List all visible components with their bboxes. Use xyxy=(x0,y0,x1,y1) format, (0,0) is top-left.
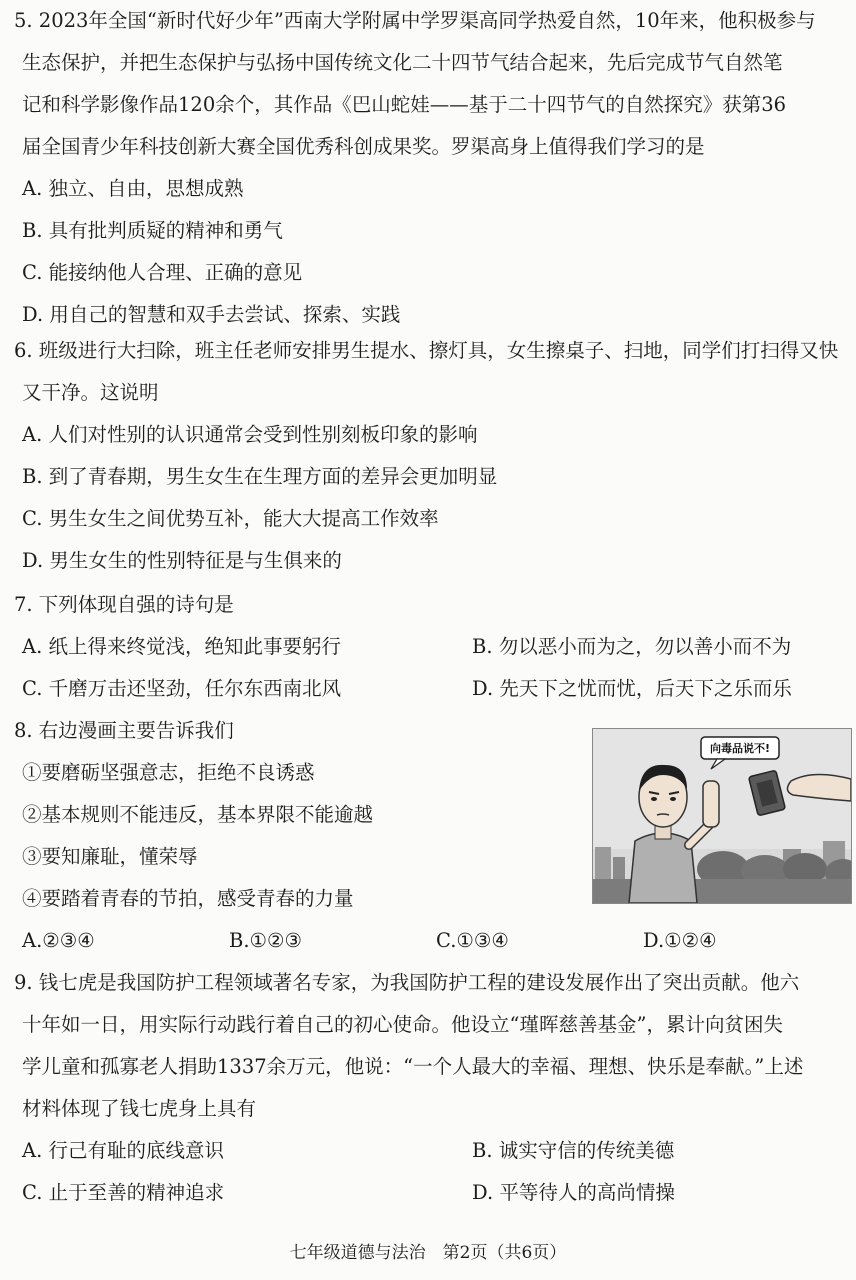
q8-option-b: B.①②③ xyxy=(229,929,302,952)
cartoon-speech-bubble-text: 向毒品说不! xyxy=(709,742,771,755)
q8-statement-4: ④要踏着青春的节拍，感受青春的力量 xyxy=(22,887,354,910)
page-footer: 七年级道德与法治 第2页（共6页） xyxy=(289,1243,567,1263)
q8-statement-3: ③要知廉耻，懂荣辱 xyxy=(22,845,198,868)
q9-stem-line-3: 学儿童和孤寡老人捐助1337余万元，他说：“一个人最大的幸福、理想、快乐是奉献。”上述 xyxy=(22,1055,804,1078)
question-7 xyxy=(14,584,850,710)
q8-option-d: D.①②④ xyxy=(643,929,717,952)
q9-option-row-1 xyxy=(14,1130,850,1172)
q5-stem-line-4: 届全国青少年科技创新大赛全国优秀科创成果奖。罗渠高身上值得我们学习的是 xyxy=(22,135,705,158)
question-5 xyxy=(14,0,850,336)
q8-statement-1: ①要磨砺坚强意志，拒绝不良诱惑 xyxy=(22,761,315,784)
q6-option-c: C. 男生女生之间优势互补，能大大提高工作效率 xyxy=(22,507,439,530)
question-9 xyxy=(14,962,850,1214)
cartoon-image xyxy=(592,728,852,904)
q7-option-b: B. 勿以恶小而为之，勿以善小而不为 xyxy=(472,635,792,658)
q7-option-a: A. 纸上得来终觉浅，绝知此事要躬行 xyxy=(22,635,341,658)
q7-option-row-1 xyxy=(14,626,850,668)
q6-option-b: B. 到了青春期，男生女生在生理方面的差异会更加明显 xyxy=(22,465,498,488)
q5-stem-line-3: 记和科学影像作品120余个，其作品《巴山蛇娃——基于二十四节气的自然探究》获第36 xyxy=(22,93,787,116)
q8-statement-2: ②基本规则不能违反，基本界限不能逾越 xyxy=(22,803,374,826)
q9-option-a: A. 行己有耻的底线意识 xyxy=(22,1139,224,1162)
q8-stem: 8. 右边漫画主要告诉我们 xyxy=(14,719,234,742)
q9-option-d: D. 平等待人的高尚情操 xyxy=(472,1181,675,1204)
q8-option-c: C.①③④ xyxy=(436,929,509,952)
question-6 xyxy=(14,330,850,582)
q8-option-a: A.②③④ xyxy=(22,929,95,952)
q5-stem-line-1: 5. 2023年全国“新时代好少年”西南大学附属中学罗渠高同学热爱自然，10年来，他积极参与 xyxy=(14,9,816,32)
q9-option-row-2 xyxy=(14,1172,850,1214)
q8-option-row xyxy=(14,920,850,962)
q9-option-b: B. 诚实守信的传统美德 xyxy=(472,1139,675,1162)
q9-option-c: C. 止于至善的精神追求 xyxy=(22,1181,225,1204)
q6-stem-line-2: 又干净。这说明 xyxy=(22,381,159,404)
q5-option-c: C. 能接纳他人合理、正确的意见 xyxy=(22,261,303,284)
q9-stem-line-1: 9. 钱七虎是我国防护工程领域著名专家，为我国防护工程的建设发展作出了突出贡献。他六 xyxy=(14,971,800,994)
q7-option-row-2 xyxy=(14,668,850,710)
q6-option-d: D. 男生女生的性别特征是与生俱来的 xyxy=(22,549,342,572)
q5-option-b: B. 具有批判质疑的精神和勇气 xyxy=(22,219,283,242)
q7-stem: 7. 下列体现自强的诗句是 xyxy=(14,593,234,616)
q5-option-a: A. 独立、自由，思想成熟 xyxy=(22,177,244,200)
q5-stem-line-2: 生态保护，并把生态保护与弘扬中国传统文化二十四节气结合起来，先后完成节气自然笔 xyxy=(22,51,783,74)
q9-stem-line-2: 十年如一日，用实际行动践行着自己的初心使命。他设立“瑾晖慈善基金”，累计向贫困失 xyxy=(22,1013,783,1036)
q5-option-d: D. 用自己的智慧和双手去尝试、探索、实践 xyxy=(22,303,401,326)
q6-option-a: A. 人们对性别的认识通常会受到性别刻板印象的影响 xyxy=(22,423,478,446)
q6-stem-line-1: 6. 班级进行大扫除，班主任老师安排男生提水、擦灯具，女生擦桌子、扫地，同学们打扫得又快 xyxy=(14,339,839,362)
q7-option-d: D. 先天下之忧而忧，后天下之乐而乐 xyxy=(472,677,792,700)
q9-stem-line-4: 材料体现了钱七虎身上具有 xyxy=(22,1097,257,1120)
q7-option-c: C. 千磨万击还坚劲，任尔东西南北风 xyxy=(22,677,342,700)
